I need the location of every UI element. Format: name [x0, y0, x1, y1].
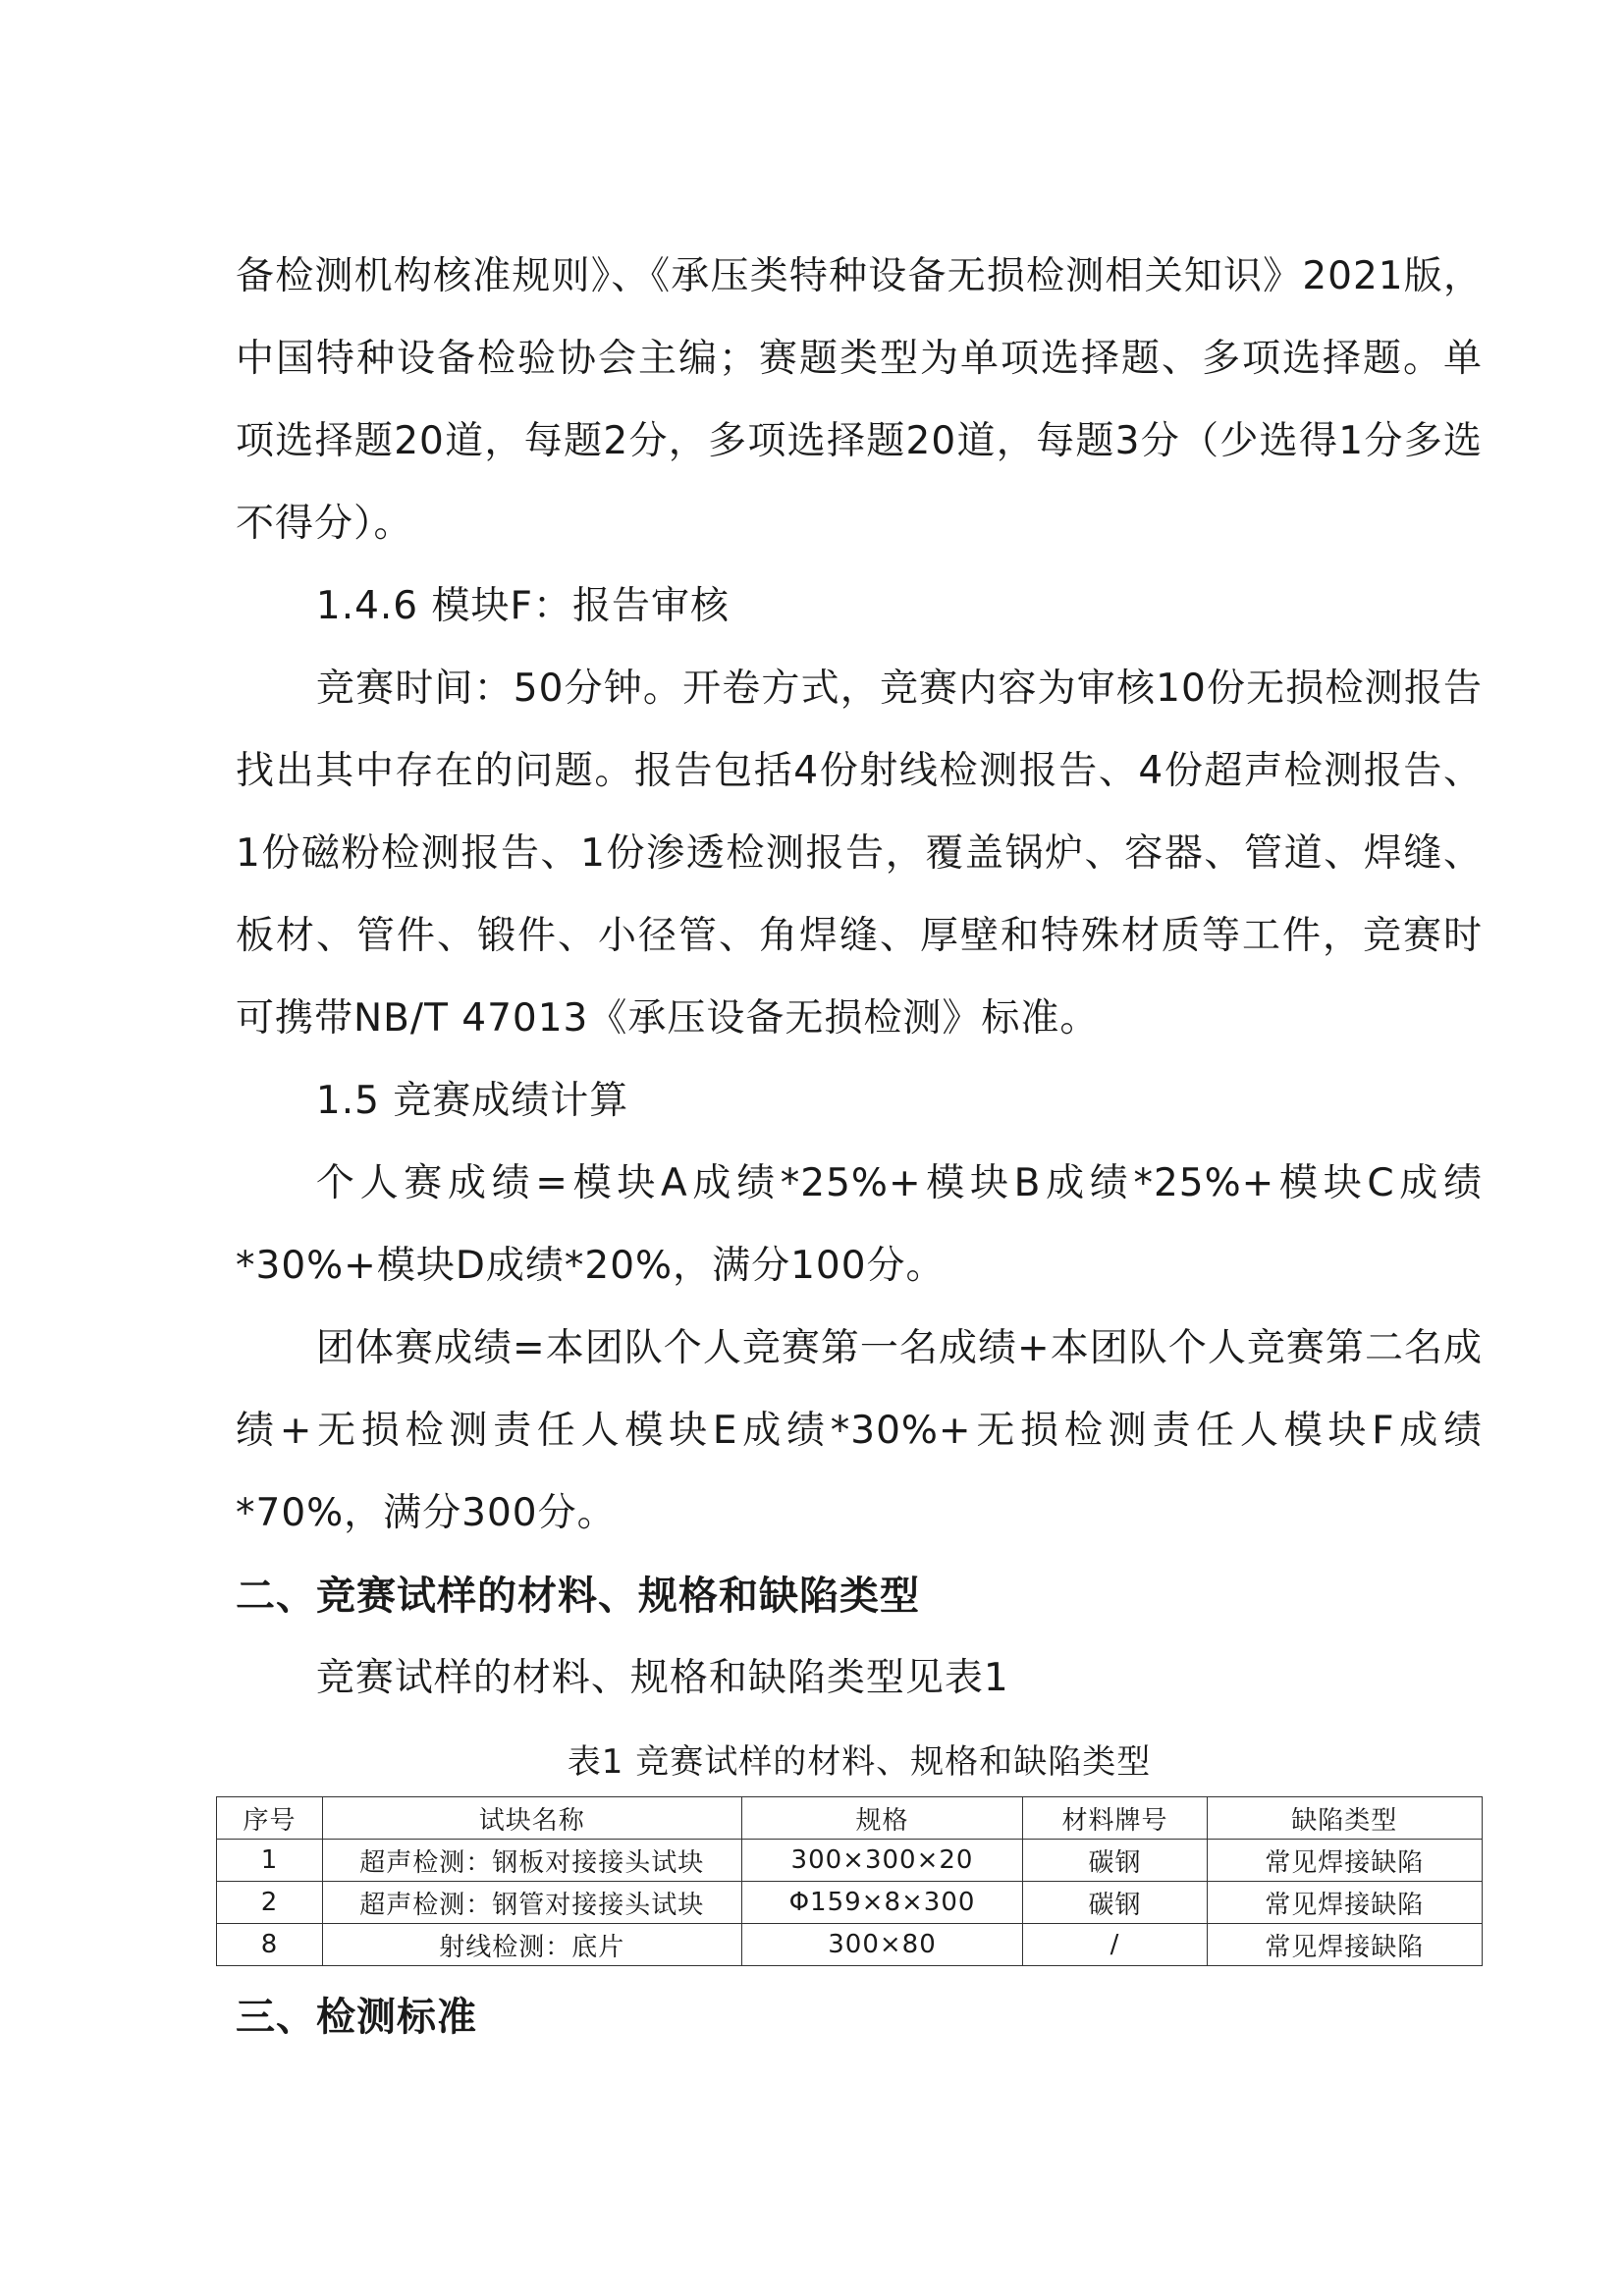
cell-defect: 常见焊接缺陷 [1207, 1840, 1482, 1882]
header-spec: 规格 [741, 1797, 1023, 1840]
chapter-heading-3: 三、检测标准 [236, 1995, 477, 2040]
paragraph-table-reference: 竞赛试样的材料、规格和缺陷类型见表1 [315, 1656, 1009, 1700]
paragraph-module-f-details: 竞赛时间：50分钟。开卷方式，竞赛内容为审核10份无损检测报告找出其中存在的问题。报告包括4份射线检测报告、4份超声检测报告、1份磁粉检测报告、1份渗透检测报告，覆盖锅炉、容器、管道、焊缝、板材、管件、锻件、小径管、角焊缝、厚壁和特殊材质等工件，竞赛时可携带NB/T 47013《承压设备无损检测》标准。 [236, 667, 1483, 1041]
cell-material: 碳钢 [1023, 1840, 1207, 1882]
cell-spec: Φ159×8×300 [741, 1882, 1023, 1924]
cell-name: 射线检测：底片 [323, 1924, 742, 1966]
paragraph-team-score: 团体赛成绩=本团队个人竞赛第一名成绩+本团队个人竞赛第二名成绩+无损检测责任人模块E成绩*30%+无损检测责任人模块F成绩*70%，满分300分。 [236, 1326, 1483, 1535]
chapter-heading-2: 二、竞赛试样的材料、规格和缺陷类型 [236, 1574, 920, 1619]
cell-no: 2 [217, 1882, 323, 1924]
cell-defect: 常见焊接缺陷 [1207, 1924, 1482, 1966]
table-row [217, 1840, 1483, 1882]
section-heading-1-4-6: 1.4.6 模块F：报告审核 [315, 584, 730, 628]
cell-defect: 常见焊接缺陷 [1207, 1882, 1482, 1924]
paragraph-rules-and-question-types: 备检测机构核准规则》、《承压类特种设备无损检测相关知识》2021版，中国特种设备检验协会主编；赛题类型为单项选择题、多项选择题。单项选择题20道，每题2分，多项选择题20道，每题3分（少选得1分多选不得分）。 [236, 254, 1483, 546]
section-heading-1-5: 1.5 竞赛成绩计算 [315, 1079, 629, 1123]
header-no: 序号 [217, 1797, 323, 1840]
header-defect: 缺陷类型 [1207, 1797, 1482, 1840]
cell-name: 超声检测：钢管对接接头试块 [323, 1882, 742, 1924]
cell-material: 碳钢 [1023, 1882, 1207, 1924]
table-header-row [217, 1797, 1483, 1840]
cell-spec: 300×300×20 [741, 1840, 1023, 1882]
table-row [217, 1924, 1483, 1966]
document-page [236, 236, 1483, 2058]
cell-material: / [1023, 1924, 1207, 1966]
paragraph-individual-score: 个人赛成绩=模块A成绩*25%+模块B成绩*25%+模块C成绩*30%+模块D成绩*20%，满分100分。 [236, 1161, 1483, 1288]
table-caption: 表1 竞赛试样的材料、规格和缺陷类型 [567, 1742, 1152, 1782]
specimen-table [216, 1796, 1483, 1966]
cell-spec: 300×80 [741, 1924, 1023, 1966]
cell-no: 1 [217, 1840, 323, 1882]
cell-name: 超声检测：钢板对接接头试块 [323, 1840, 742, 1882]
header-name: 试块名称 [323, 1797, 742, 1840]
header-material: 材料牌号 [1023, 1797, 1207, 1840]
table-row [217, 1882, 1483, 1924]
cell-no: 8 [217, 1924, 323, 1966]
